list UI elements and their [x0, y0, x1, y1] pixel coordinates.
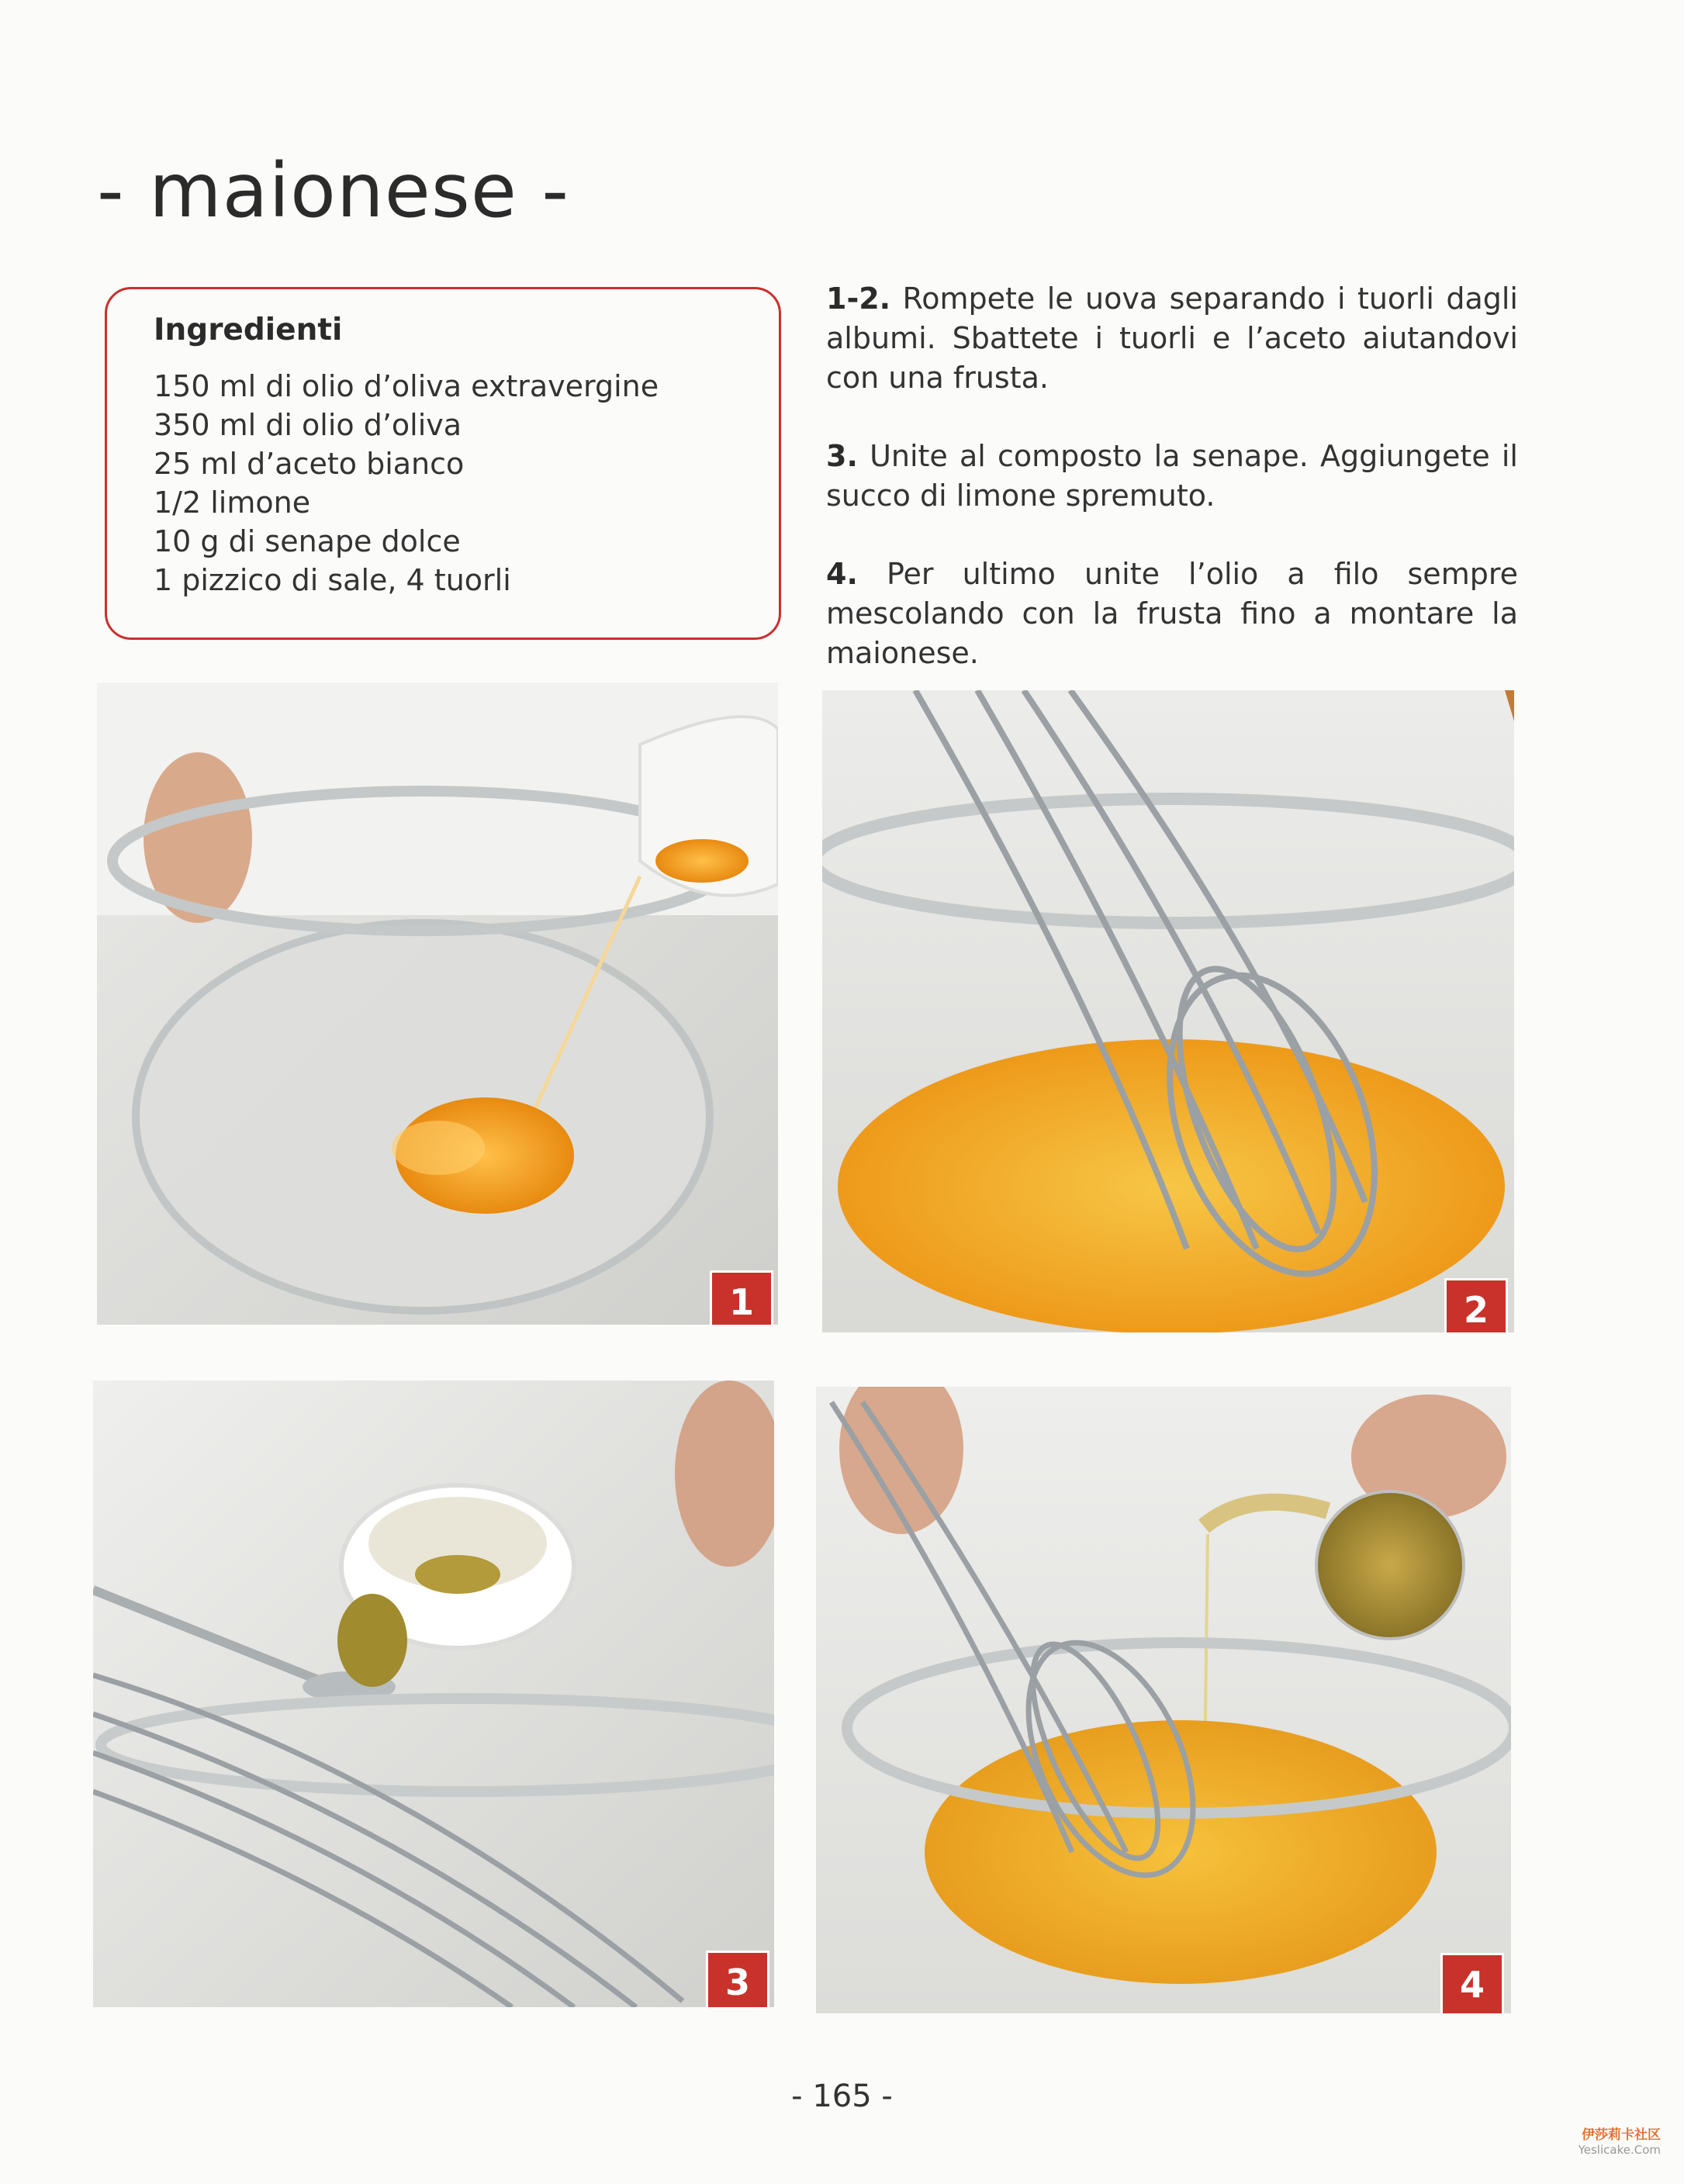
photo-badge: 3 — [706, 1951, 769, 2007]
photo-2-illustration — [822, 690, 1514, 1332]
page-title: - maionese - — [97, 147, 570, 234]
watermark-cn: 伊莎莉卡社区 — [1582, 2127, 1661, 2143]
step-text: Unite al composto la senape. Aggiungete il succo di limone spremuto. — [826, 439, 1518, 513]
ingredient-item: 25 ml d’aceto bianco — [154, 447, 465, 481]
ingredient-item: 150 ml di olio d’oliva extravergine — [154, 369, 659, 403]
photo-badge: 1 — [710, 1270, 773, 1325]
step-4 — [826, 555, 1518, 673]
photo-step-2 — [822, 690, 1514, 1332]
watermark — [1579, 2124, 1661, 2157]
ingredients-list — [154, 367, 659, 600]
photo-step-3 — [93, 1381, 774, 2007]
ingredient-item: 1/2 limone — [154, 486, 311, 520]
photo-4-illustration — [816, 1387, 1511, 2013]
step-text: Per ultimo unite l’olio a filo sempre mescolando con la frusta fino a montare la maionese. — [826, 557, 1518, 670]
step-3 — [826, 437, 1518, 516]
ingredients-heading: Ingredienti — [154, 313, 343, 347]
step-text: Rompete le uova separando i tuorli dagli albumi. Sbattete i tuorli e l’aceto aiutandovi con una frusta. — [826, 282, 1518, 395]
step-1-2 — [826, 279, 1518, 398]
photo-badge: 2 — [1444, 1278, 1508, 1332]
photo-1-illustration — [97, 682, 778, 1325]
ingredient-item: 350 ml di olio d’oliva — [154, 408, 462, 442]
page-number: - 165 - — [791, 2079, 893, 2114]
step-number: 3. — [826, 439, 858, 473]
watermark-en: Yeslicake.Com — [1578, 2143, 1661, 2157]
photo-3-illustration — [93, 1381, 774, 2007]
step-number: 4. — [826, 557, 858, 591]
ingredients-box — [105, 287, 781, 640]
step-number: 1-2. — [826, 282, 891, 316]
photo-step-1 — [97, 682, 778, 1325]
photo-badge: 4 — [1440, 1953, 1504, 2013]
steps-section — [826, 279, 1518, 712]
photo-step-4 — [816, 1387, 1511, 2013]
ingredient-item: 10 g di senape dolce — [154, 524, 461, 558]
ingredient-item: 1 pizzico di sale, 4 tuorli — [154, 563, 511, 597]
